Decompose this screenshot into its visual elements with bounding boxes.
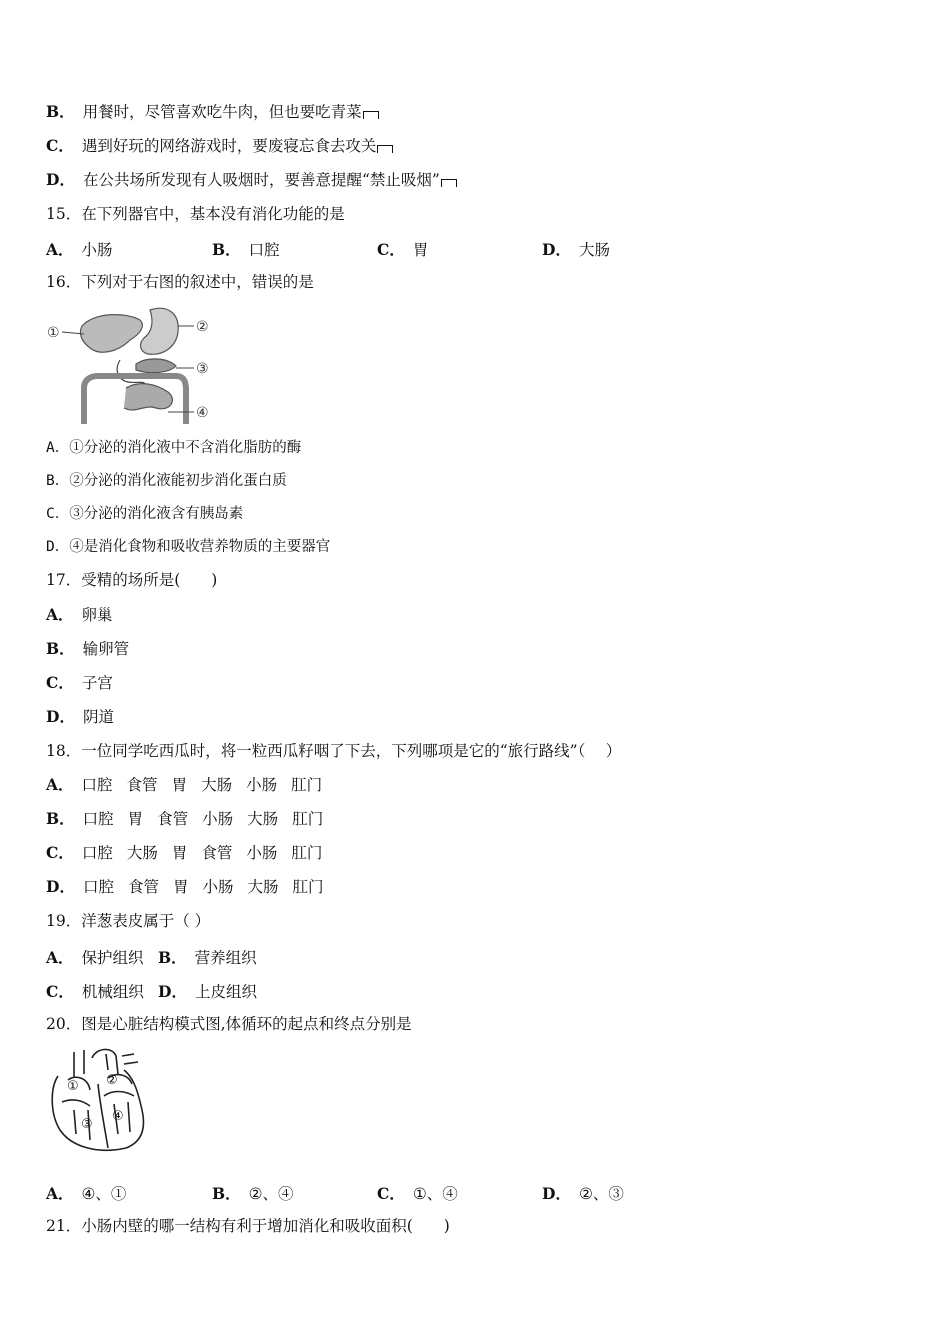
q15-option-c[interactable]: C． 胃	[377, 240, 429, 259]
answer-blank[interactable]	[363, 111, 379, 119]
q18-option-d[interactable]: D． 口腔 食管 胃 小肠 大肠 肛门	[46, 877, 324, 896]
figure-label-4: ④	[196, 405, 209, 421]
q18-stem: 18．一位同学吃西瓜时，将一粒西瓜籽咽了下去，下列哪项是它的“旅行路线”（ ）	[46, 742, 622, 760]
q21-stem: 21．小肠内壁的哪一结构有利于增加消化和吸收面积( )	[46, 1217, 450, 1235]
q17-option-b[interactable]: B． 输卵管	[46, 639, 130, 658]
q19-option-b[interactable]: B． 营养组织	[158, 948, 257, 967]
q15-option-d[interactable]: D． 大肠	[542, 240, 610, 259]
option-label: B．	[46, 102, 75, 121]
figure-label-1: ①	[47, 325, 60, 341]
figure-label-3: ③	[196, 361, 209, 377]
q20-stem: 20．图是心脏结构模式图,体循环的起点和终点分别是	[46, 1015, 412, 1033]
q20-option-a[interactable]: A． ④、①	[46, 1184, 127, 1203]
q18-option-b[interactable]: B． 口腔 胃 食管 小肠 大肠 肛门	[46, 809, 324, 828]
q16-stem: 16．下列对于右图的叙述中，错误的是	[46, 273, 314, 291]
answer-blank[interactable]	[377, 145, 393, 153]
q19-stem: 19．洋葱表皮属于（ ）	[46, 912, 211, 930]
heart-structure-figure	[46, 1044, 150, 1156]
q15-option-a[interactable]: A． 小肠	[46, 240, 113, 259]
q16-option-c[interactable]: C．③分泌的消化液含有胰岛素	[46, 506, 244, 522]
q19-option-c[interactable]: C． 机械组织	[46, 982, 144, 1001]
option-text: 用餐时，尽管喜欢吃牛肉，但也要吃青菜	[82, 103, 362, 121]
q17-option-d[interactable]: D． 阴道	[46, 707, 114, 726]
option-label: D．	[46, 170, 75, 189]
q16-option-a[interactable]: A．①分泌的消化液中不含消化脂肪的酶	[46, 440, 302, 456]
q15-stem: 15．在下列器官中，基本没有消化功能的是	[46, 205, 345, 223]
q14-option-c	[46, 136, 393, 156]
q19-option-d[interactable]: D． 上皮组织	[158, 982, 257, 1001]
digestive-system-figure	[44, 304, 216, 426]
q17-stem: 17．受精的场所是( )	[46, 571, 218, 589]
option-text: 遇到好玩的网络游戏时，要废寝忘食去攻关	[81, 137, 377, 155]
q17-option-a[interactable]: A． 卵巢	[46, 605, 113, 624]
q16-option-b[interactable]: B．②分泌的消化液能初步消化蛋白质	[46, 473, 287, 489]
q14-option-b	[46, 102, 379, 122]
heart-label-3: ③	[81, 1117, 93, 1132]
heart-label-2: ②	[106, 1073, 118, 1088]
q16-option-d[interactable]: D．④是消化食物和吸收营养物质的主要器官	[46, 539, 331, 555]
q15-option-b[interactable]: B． 口腔	[212, 240, 280, 259]
heart-label-1: ①	[67, 1079, 79, 1094]
option-text: 在公共场所发现有人吸烟时，要善意提醒“禁止吸烟”	[82, 171, 440, 189]
answer-blank[interactable]	[441, 179, 457, 187]
q18-option-a[interactable]: A． 口腔 食管 胃 大肠 小肠 肛门	[46, 775, 323, 794]
option-label: C．	[46, 136, 74, 155]
q20-option-d[interactable]: D． ②、③	[542, 1184, 624, 1203]
q20-option-b[interactable]: B． ②、④	[212, 1184, 294, 1203]
q17-option-c[interactable]: C． 子宫	[46, 673, 113, 692]
q19-option-a[interactable]: A． 保护组织	[46, 948, 144, 967]
q14-option-d	[46, 170, 457, 190]
q18-option-c[interactable]: C． 口腔 大肠 胃 食管 小肠 肛门	[46, 843, 323, 862]
figure-label-2: ②	[196, 319, 209, 335]
q20-option-c[interactable]: C． ①、④	[377, 1184, 458, 1203]
heart-label-4: ④	[112, 1109, 124, 1124]
